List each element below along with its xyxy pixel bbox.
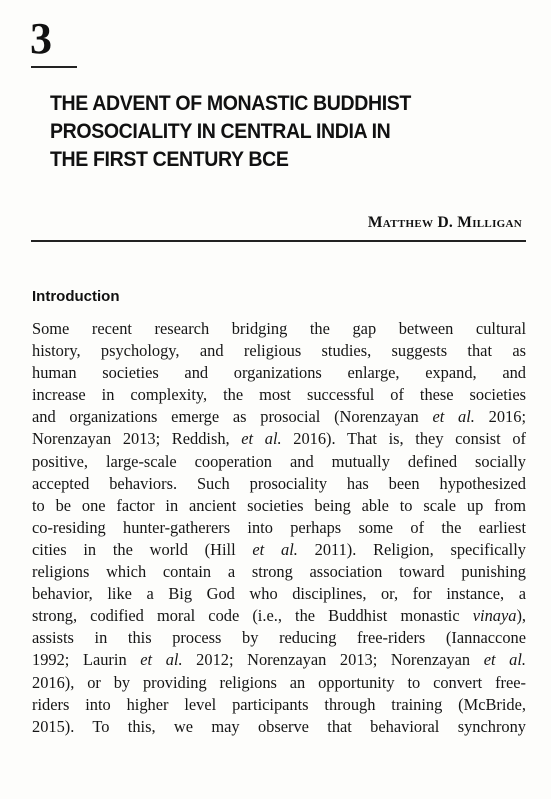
paragraph-line: cities in the world (Hill et al. 2011). Religion, specifically — [32, 539, 526, 559]
paragraph-line: to be one factor in ancient societies being able to scale up from — [32, 495, 526, 515]
paragraph-line: human societies and organizations enlarge, expand, and — [32, 363, 526, 383]
paragraph-line: religions which contain a strong association toward punishing — [32, 562, 526, 582]
paragraph-line: increase in complexity, the most successful of these societies — [32, 385, 526, 405]
author-divider — [31, 240, 526, 242]
paragraph-line: 2016), or by providing religions an opportunity to convert free- — [32, 672, 526, 692]
paragraph-line: Norenzayan 2013; Reddish, et al. 2016). That is, they consist of — [32, 429, 526, 449]
chapter-title-line: THE ADVENT OF MONASTIC BUDDHIST — [50, 92, 411, 115]
paragraph-line: 2015). To this, we may observe that behavioral synchrony — [32, 716, 526, 736]
paragraph-line: riders into higher level participants through training (McBride, — [32, 694, 526, 714]
paragraph-line: behavior, like a Big God who disciplines, or, for instance, a — [32, 584, 526, 604]
chapter-title — [50, 90, 441, 174]
chapter-number-underline — [31, 66, 77, 68]
chapter-title-line: THE FIRST CENTURY BCE — [50, 148, 289, 171]
paragraph-line: co-residing hunter-gatherers into perhaps some of the earliest — [32, 517, 526, 537]
paragraph-line: history, psychology, and religious studies, suggests that as — [32, 341, 526, 361]
paragraph-line: strong, codified moral code (i.e., the Buddhist monastic vinaya), — [32, 606, 526, 626]
body-paragraph — [32, 318, 526, 738]
paragraph-line: positive, large-scale cooperation and mutually defined socially — [32, 451, 526, 471]
paragraph-line: and organizations emerge as prosocial (Norenzayan et al. 2016; — [32, 407, 526, 427]
chapter-number: 3 — [30, 14, 52, 63]
section-heading: Introduction — [32, 288, 120, 305]
paragraph-line: assists in this process by reducing free-riders (Iannaccone — [32, 628, 526, 648]
author-name: Matthew D. Milligan — [367, 214, 522, 231]
paragraph-line: accepted behaviors. Such prosociality has been hypothesized — [32, 473, 526, 493]
paragraph-line: 1992; Laurin et al. 2012; Norenzayan 2013; Norenzayan et al. — [32, 650, 526, 670]
chapter-title-line: PROSOCIALITY IN CENTRAL INDIA IN — [50, 120, 391, 143]
paragraph-line: Some recent research bridging the gap between cultural — [32, 319, 526, 338]
